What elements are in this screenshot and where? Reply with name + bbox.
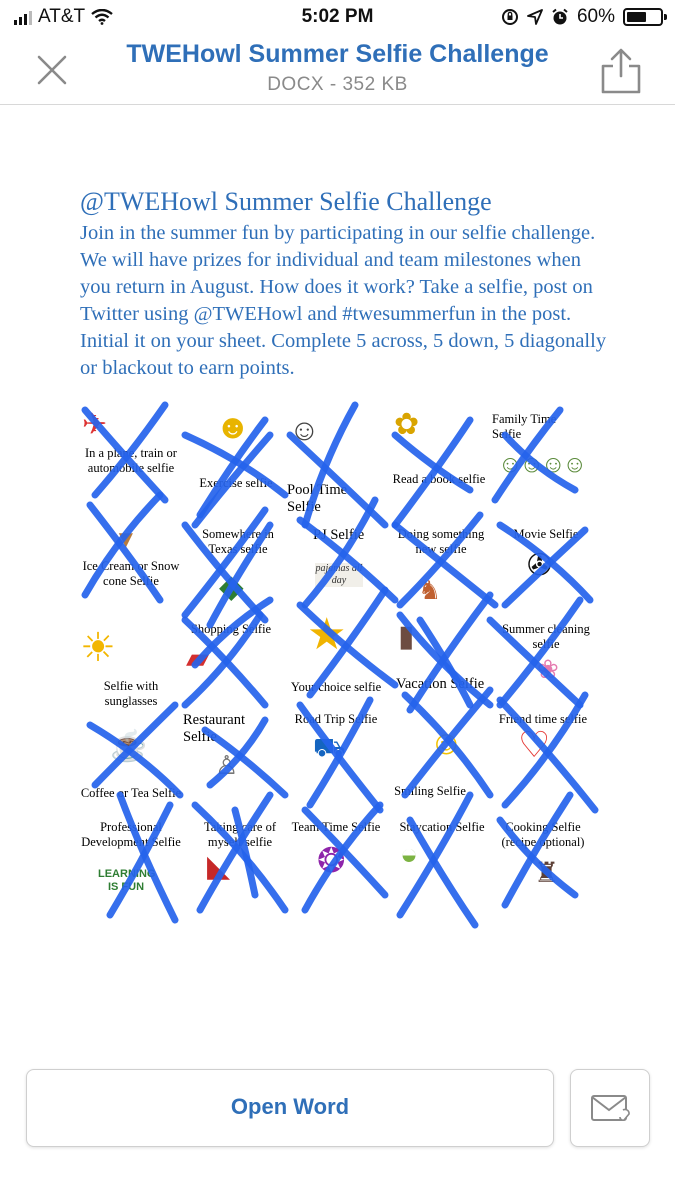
battery-icon xyxy=(623,8,663,26)
shopping-bags-icon: ▰ xyxy=(186,642,210,675)
cell-road-trip: Road Trip Selfie ⛟ xyxy=(294,712,378,762)
ice-cream-icon: ▼ xyxy=(114,526,138,553)
bee-reading-icon: ✿ xyxy=(394,408,420,441)
document-header xyxy=(0,36,675,105)
alarm-clock-icon xyxy=(551,8,569,26)
carrier-name: AT&T xyxy=(38,6,86,27)
airplane-icon: ✈ xyxy=(82,408,108,441)
cell-your-choice: ★ Your choice selfie xyxy=(290,610,382,694)
cell-taking-care-of-myself: Taking care of myself selfie ◣ xyxy=(203,820,276,883)
battery-percent: 60% xyxy=(576,6,615,27)
document-title: TWEHowl Summer Selfie Challenge xyxy=(126,40,549,68)
cell-cooking: Cooking Selfie (recipe optional) ♜ xyxy=(501,820,585,888)
learning-is-fun-icon: LEARNING IS FUN xyxy=(98,868,156,893)
status-right xyxy=(501,6,663,28)
bottom-action-bar xyxy=(0,1045,675,1200)
family-icon: ☺☺☺☺ xyxy=(498,451,585,478)
cell-friend-time: Friend time selfie ♡ xyxy=(498,712,588,765)
document-intro: Join in the summer fun by participating in our selfie challenge. We will have prizes for individual and team milestones when you return in August. How does it work? Take a selfie, post on Twitter using @TWEHowl and #twesummerfun in the post. Initial it on your sheet. Complete 5 across, 5 down, 5 diagonally or blackout to earn points. xyxy=(80,222,607,379)
cell-exercise: ☻ Exercise selfie xyxy=(199,408,273,490)
texas-map-icon: ◆ xyxy=(219,568,244,604)
sun-sunglasses-icon: ☀ xyxy=(80,626,116,670)
sweatband-face-icon: ☻ xyxy=(215,408,251,446)
car-icon: ⛟ xyxy=(313,732,346,762)
swing-icon: ♞ xyxy=(418,575,442,605)
waiter-icon: ♙ xyxy=(215,750,239,780)
cook-icon: ♜ xyxy=(534,857,560,888)
shoes-icon: ◣ xyxy=(207,850,231,883)
location-arrow-icon xyxy=(527,9,543,25)
cell-restaurant: Restaurant Selfie ♙ xyxy=(183,712,246,780)
document-preview[interactable] xyxy=(0,105,675,1045)
open-word-label: Open Word xyxy=(230,1094,350,1119)
cell-smiling: ☺ Smiling Selfie xyxy=(394,724,466,798)
cell-summer-cleaning: Summer cleaning selfie ❀ xyxy=(502,622,590,684)
cell-family-time: Family Time Selfie ☺☺☺☺ xyxy=(492,412,585,478)
cell-ice-cream: ▼ Ice Cream or Snow cone Selfie xyxy=(82,526,180,588)
cell-sunglasses: ☀ Selfie with sunglasses xyxy=(80,626,159,708)
cell-doing-something-new: Doing something new selfie ♞ xyxy=(397,527,485,605)
screen-rotation-lock-icon xyxy=(501,8,519,26)
cell-somewhere-in-texas: Somewhere in Texas selfie ◆ xyxy=(202,527,274,604)
swimmer-icon: ☺ xyxy=(289,414,320,447)
pajamas-sign-icon: pajamas all day xyxy=(315,563,363,586)
flowers-icon: ❀ xyxy=(537,654,559,684)
status-time: 5:02 PM xyxy=(301,6,374,27)
document-heading: @TWEHowl Summer Selfie Challenge xyxy=(80,187,492,216)
cell-plane-train-automobile: ✈ In a plane, train or automobile selfie xyxy=(82,408,177,475)
heart-icon: ♡ xyxy=(518,724,551,765)
star-thumbs-icon: ★ xyxy=(307,610,347,659)
smiley-icon: ☺ xyxy=(429,724,464,762)
team-ball-icon: ❂ xyxy=(317,842,346,880)
share-icon[interactable] xyxy=(598,46,644,96)
cell-pj: PJ Selfie pajamas all day xyxy=(313,527,365,586)
selfie-bingo-board xyxy=(0,105,675,1045)
cell-pool-time: ☺ Pool Time Selfie xyxy=(287,414,348,515)
cell-movie: Movie Selfie ✇ xyxy=(513,527,579,582)
cell-vacation: ▮ Vacation Selfie xyxy=(396,620,485,692)
status-bar xyxy=(0,0,675,36)
pool-float-icon: ◒ xyxy=(400,838,419,871)
cell-coffee-or-tea: ☕ Coffee or Tea Selfie xyxy=(80,730,182,800)
close-icon[interactable] xyxy=(30,48,74,92)
cell-professional-development: Professional Development Selfie LEARNING IS FUN xyxy=(81,820,181,893)
coffee-cup-icon: ☕ xyxy=(110,730,148,763)
cell-staycation: Staycation Selfie ◒ xyxy=(399,820,485,871)
email-button[interactable] xyxy=(570,1069,650,1147)
luggage-icon: ▮ xyxy=(398,620,415,653)
cell-read-a-book: ✿ Read a book selfie xyxy=(392,408,486,486)
film-reel-icon: ✇ xyxy=(527,549,553,582)
mail-icon xyxy=(571,1070,649,1146)
cell-team-time: Team Time Selfie ❂ xyxy=(291,820,381,880)
file-type-size: DOCX - 352 KB xyxy=(267,74,408,95)
open-word-button[interactable] xyxy=(26,1069,554,1147)
cell-shopping: Shopping Selfie ▰ xyxy=(186,622,272,675)
